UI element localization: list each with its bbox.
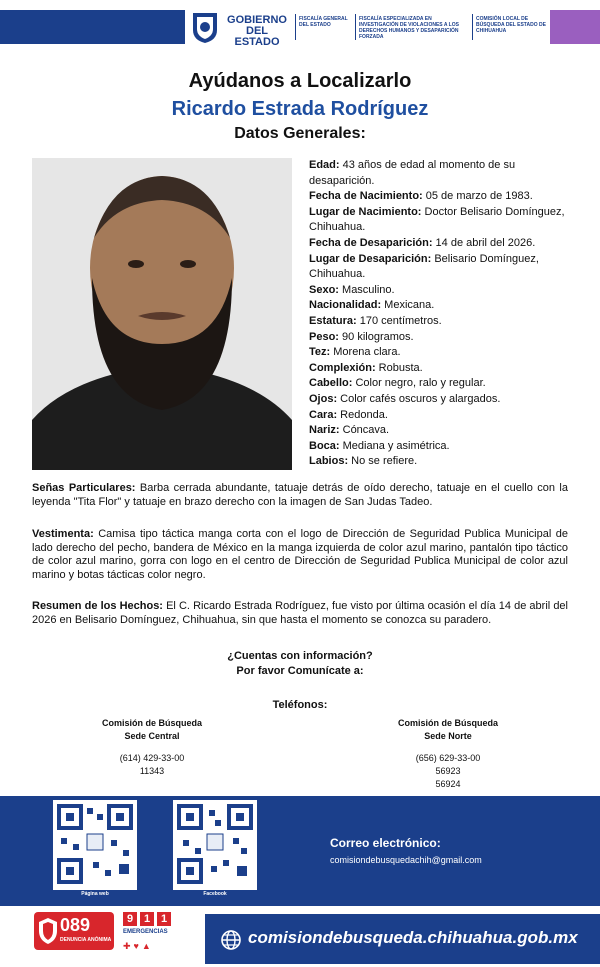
detail-value: Cóncava. bbox=[339, 424, 390, 437]
detail-label: Estatura: bbox=[309, 314, 357, 327]
header-divider bbox=[295, 14, 296, 40]
detail-label: Cara: bbox=[309, 408, 338, 421]
globe-icon bbox=[220, 929, 242, 951]
detail-row bbox=[309, 330, 571, 346]
header-divider bbox=[472, 14, 473, 40]
detail-value: Doctor Belisario Domínguez, Chihuahua. bbox=[309, 205, 565, 234]
detail-value: Mediana y asimétrica. bbox=[339, 439, 450, 452]
sede-norte-block bbox=[348, 717, 548, 791]
detail-value: 170 centímetros. bbox=[356, 314, 442, 327]
detail-value: No se refiere. bbox=[348, 455, 418, 468]
senas-particulares bbox=[32, 482, 568, 509]
sede-central-phone[interactable]: (614) 429-33-00 bbox=[119, 753, 185, 763]
resumen-hechos bbox=[32, 600, 568, 627]
detail-label: Labios: bbox=[309, 455, 349, 468]
detail-value: 05 de marzo de 1983. bbox=[422, 190, 533, 203]
sede-norte-phone[interactable]: (656) 629-33-00 bbox=[415, 753, 481, 763]
qr-code-icon bbox=[53, 800, 137, 890]
detail-row bbox=[309, 345, 571, 361]
sede-central-org: Comisión de Búsqueda bbox=[101, 718, 202, 728]
header bbox=[0, 0, 600, 54]
detail-row bbox=[309, 376, 571, 392]
email-heading: Correo electrónico: bbox=[330, 836, 441, 850]
badge-089-number: 089 bbox=[60, 915, 91, 935]
header-divider bbox=[355, 14, 356, 40]
detail-row bbox=[309, 158, 571, 189]
person-silhouette-icon bbox=[32, 158, 292, 470]
detail-value: 43 años de edad al momento de su desaparición. bbox=[309, 159, 516, 187]
detail-row bbox=[309, 408, 571, 424]
sede-norte-name: Sede Norte bbox=[424, 731, 472, 741]
vestimenta bbox=[32, 528, 568, 582]
detail-label: Lugar de Desaparición: bbox=[309, 252, 432, 265]
detail-value: Color cafés oscuros y alargados. bbox=[337, 392, 501, 405]
sede-central-block bbox=[52, 717, 252, 778]
section-heading: Datos Generales: bbox=[234, 125, 366, 142]
detail-label: Tez: bbox=[309, 346, 331, 359]
sede-norte-extension-2: 56924 bbox=[435, 779, 461, 789]
detail-row bbox=[309, 298, 571, 314]
detail-label: Nacionalidad: bbox=[309, 299, 382, 312]
detail-row bbox=[309, 392, 571, 408]
emergencias-911-badge bbox=[123, 912, 173, 952]
detail-value: Redonda. bbox=[337, 408, 388, 421]
vestimenta-text: Camisa tipo táctica manga corta con el logo de Dirección de Seguridad Publica Municipal de lado derecho del pecho, bandera de México en la manga izquierda de color azul marino, pantalón tipo táctico de color azul marino, gorra con logo en el centro de Dirección de Seguridad Publica Municipal de color azul marino y botas tácticas color negro. bbox=[32, 528, 568, 581]
vestimenta-label: Vestimenta: bbox=[32, 528, 94, 540]
denuncia-089-badge bbox=[34, 912, 114, 950]
senas-text: Barba cerrada abundante, tatuaje detrás de oído derecho, tatuaje en el cuello con la leyenda "Tita Flor" y tatuaje en brazo derecho con la imagen de San Judas Tadeo. bbox=[32, 482, 568, 508]
qr-code-icon bbox=[173, 800, 257, 890]
detail-row bbox=[309, 189, 571, 205]
detail-row bbox=[309, 205, 571, 236]
detail-label: Fecha de Desaparición: bbox=[309, 236, 433, 249]
senas-label: Señas Particulares: bbox=[32, 482, 136, 494]
qr-facebook-label: Facebook bbox=[203, 891, 227, 897]
detail-value: Mexicana. bbox=[381, 299, 435, 312]
detail-row bbox=[309, 454, 571, 470]
contact-prompt: Por favor Comunícate a: bbox=[236, 665, 364, 677]
detail-row bbox=[309, 314, 571, 330]
info-question: ¿Cuentas con información? bbox=[227, 650, 373, 662]
detail-label: Lugar de Nacimiento: bbox=[309, 205, 422, 218]
digit-9: 9 bbox=[123, 912, 137, 926]
detail-label: Ojos: bbox=[309, 392, 338, 405]
detail-label: Complexión: bbox=[309, 361, 376, 374]
person-name: Ricardo Estrada Rodríguez bbox=[171, 98, 429, 120]
comision-text: COMISIÓN LOCAL DE BÚSQUEDA DEL ESTADO DE CHIHUAHUA bbox=[476, 16, 546, 34]
detail-label: Peso: bbox=[309, 330, 339, 343]
detail-value: Morena clara. bbox=[330, 346, 401, 359]
detail-row bbox=[309, 283, 571, 299]
detail-row bbox=[309, 423, 571, 439]
telefonos-heading: Teléfonos: bbox=[272, 699, 328, 711]
header-blue-bar bbox=[0, 10, 185, 44]
page-title: Ayúdanos a Localizarlo bbox=[188, 70, 412, 92]
emergency-symbols-icon: ✚♥▲ bbox=[123, 941, 154, 951]
detail-value: Color negro, ralo y regular. bbox=[352, 377, 486, 390]
detail-label: Cabello: bbox=[309, 377, 353, 390]
detail-label: Nariz: bbox=[309, 424, 340, 437]
detail-value: Robusta. bbox=[375, 361, 423, 374]
sede-central-extension: 11343 bbox=[139, 766, 165, 776]
sede-norte-org: Comisión de Búsqueda bbox=[397, 718, 498, 728]
detail-label: Fecha de Nacimiento: bbox=[309, 190, 423, 203]
detail-label: Sexo: bbox=[309, 283, 339, 296]
fiscalia-especializada-text: FISCALÍA ESPECIALIZADA EN INVESTIGACIÓN DE VIOLACIONES A LOS DERECHOS HUMANOS Y DESAPARICIÓN FORZADA bbox=[359, 16, 459, 40]
qr-website-label: Página web bbox=[81, 891, 109, 897]
detail-row bbox=[309, 236, 571, 252]
qr-facebook[interactable] bbox=[173, 800, 257, 890]
detail-row bbox=[309, 252, 571, 283]
badge-089-subtitle: DENUNCIA ANÓNIMA bbox=[60, 937, 112, 943]
detail-row bbox=[309, 361, 571, 377]
detail-value: 90 kilogramos. bbox=[338, 330, 414, 343]
resumen-label: Resumen de los Hechos: bbox=[32, 600, 163, 612]
fiscalia-text: FISCALÍA GENERAL DEL ESTADO bbox=[299, 16, 348, 28]
sede-norte-extension-1: 56923 bbox=[435, 766, 461, 776]
sede-central-name: Sede Central bbox=[124, 731, 180, 741]
detail-value: 14 de abril del 2026. bbox=[432, 236, 536, 249]
detail-label: Edad: bbox=[309, 159, 340, 171]
shield-icon bbox=[38, 917, 58, 945]
website-url[interactable]: comisiondebusqueda.chihuahua.gob.mx bbox=[248, 928, 578, 947]
detail-value: Masculino. bbox=[338, 283, 395, 296]
detail-value: Belisario Domínguez, Chihuahua. bbox=[309, 252, 539, 281]
general-data-list bbox=[309, 158, 571, 470]
digit-1: 1 bbox=[140, 912, 154, 926]
gobierno-logo-text: GOBIERNO DEL ESTADO bbox=[227, 14, 287, 48]
detail-row bbox=[309, 439, 571, 455]
detail-label: Boca: bbox=[309, 439, 340, 452]
email-address[interactable]: comisiondebusquedachih@gmail.com bbox=[330, 855, 482, 865]
state-seal-icon bbox=[190, 10, 220, 44]
qr-website[interactable] bbox=[53, 800, 137, 890]
header-purple-bar bbox=[550, 10, 600, 44]
emergencias-label: EMERGENCIAS bbox=[123, 929, 168, 935]
resumen-text: El C. Ricardo Estrada Rodríguez, fue visto por última ocasión el día 14 de abril del 2026 en Belisario Domínguez, Chihuahua, sin que hasta el momento se conozca su paradero. bbox=[32, 600, 568, 626]
person-photo bbox=[32, 158, 292, 470]
digit-1: 1 bbox=[157, 912, 171, 926]
